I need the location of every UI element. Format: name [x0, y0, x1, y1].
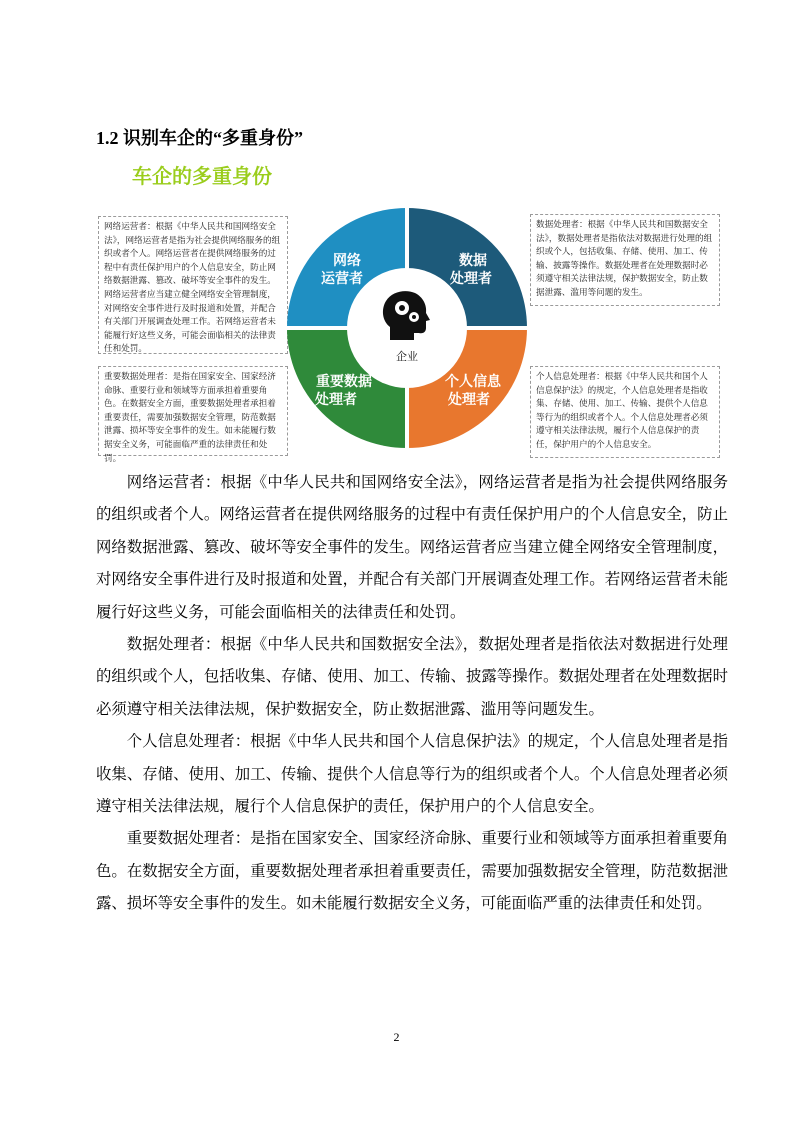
segment-label-personal-info-line2: 处理者: [448, 392, 490, 408]
section-heading: 1.2 识别车企的“多重身份”: [96, 128, 303, 148]
segment-label-network-operator-line2: 运营者: [321, 271, 363, 287]
body-text: [96, 466, 728, 920]
identity-donut-diagram: [286, 207, 528, 449]
segment-label-important-data-line2: 处理者: [315, 392, 357, 408]
segment-label-personal-info-line1: 个人信息: [445, 374, 501, 390]
paragraph-data-processor: 数据处理者：根据《中华人民共和国数据安全法》，数据处理者是指依法对数据进行处理的组织或个人，包括收集、存储、使用、加工、传输、披露等操作。数据处理者在处理数据时必须遵守相关法律法规，保护数据安全，防止数据泄露、滥用等问题发生。: [96, 635, 728, 718]
callout-network-operator: 网络运营者：根据《中华人民共和国网络安全法》，网络运营者是指为社会提供网络服务的组织或者个人。网络运营者在提供网络服务的过程中有责任保护用户的个人信息安全，防止网络数据泄露、篡改、破坏等安全事件的发生。网络运营者应当建立健全网络安全管理制度，对网络安全事件进行及时报道和处置，并配合有关部门开展调查处理工作。若网络运营者未能履行好这些义务，可能会面临相关的法律责任和处罚。: [98, 216, 288, 354]
callout-personal-info-processor: 个人信息处理者：根据《中华人民共和国个人信息保护法》的规定，个人信息处理者是指收集、存储、使用、加工、传输、提供个人信息等行为的组织或者个人。个人信息处理者必须遵守相关法律法规，履行个人信息保护的责任，保护用户的个人信息安全。: [530, 366, 720, 458]
callout-important-data-processor: 重要数据处理者：是指在国家安全、国家经济命脉、重要行业和领域等方面承担着重要角色。在数据安全方面，重要数据处理者承担着重要责任，需要加强数据安全管理，防范数据泄露、损坏等安全事件的发生。如未能履行数据安全义务，可能面临严重的法律责任和处罚。: [98, 366, 288, 456]
figure-title: 车企的多重身份: [132, 164, 272, 188]
paragraph-network-operator: 网络运营者：根据《中华人民共和国网络安全法》，网络运营者是指为社会提供网络服务的组织或者个人。网络运营者在提供网络服务的过程中有责任保护用户的个人信息安全，防止网络数据泄露、篡改、破坏等安全事件的发生。网络运营者应当建立健全网络安全管理制度，对网络安全事件进行及时报道和处置，并配合有关部门开展调查处理工作。若网络运营者未能履行好这些义务，可能会面临相关的法律责任和处罚。: [96, 473, 728, 621]
callout-data-processor: 数据处理者：根据《中华人民共和国数据安全法》，数据处理者是指依法对数据进行处理的组织或个人，包括收集、存储、使用、加工、传输、披露等操作。数据处理者在处理数据时必须遵守相关法律法规，保护数据安全，防止数据泄露、滥用等问题的发生。: [530, 214, 720, 306]
paragraph-personal-info-processor: 个人信息处理者：根据《中华人民共和国个人信息保护法》的规定，个人信息处理者是指收集、存储、使用、加工、传输、提供个人信息等行为的组织或者个人。个人信息处理者必须遵守相关法律法规，履行个人信息保护的责任，保护用户的个人信息安全。: [96, 732, 728, 816]
segment-label-data-processor-line2: 处理者: [450, 271, 492, 287]
center-label: 企业: [396, 350, 418, 363]
segment-label-data-processor-line1: 数据: [459, 253, 487, 269]
segment-label-important-data-line1: 重要数据: [316, 374, 372, 390]
page-number: 2: [393, 1030, 400, 1044]
paragraph-important-data-processor: 重要数据处理者：是指在国家安全、国家经济命脉、重要行业和领域等方面承担着重要角色。在数据安全方面，重要数据处理者承担着重要责任，需要加强数据安全管理，防范数据泄露、损坏等安全事件的发生。如未能履行数据安全义务，可能面临严重的法律责任和处罚。: [96, 829, 728, 913]
segment-label-network-operator-line1: 网络: [333, 253, 361, 269]
